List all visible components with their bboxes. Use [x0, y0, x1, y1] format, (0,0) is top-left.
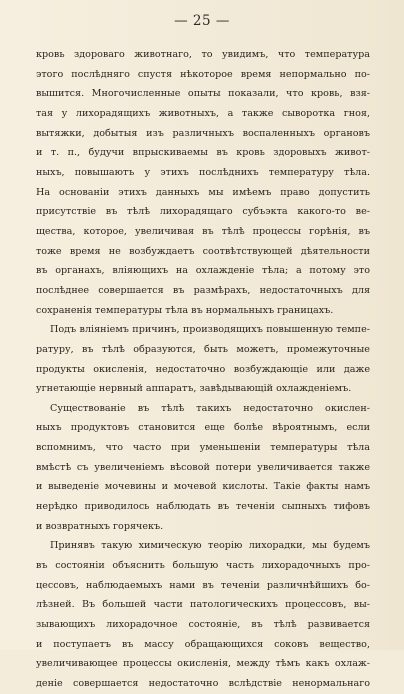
text-line: лѣзней. Въ большей части патологическихъ процессовъ, вы-	[36, 599, 370, 611]
text-line: увеличивающее процессы окисленія, между тѣмъ какъ охлаж-	[36, 658, 370, 670]
text-line: тоже время не возбуждаетъ соотвѣтствующей дѣятельности	[36, 245, 370, 257]
text-line: ратуру, въ тѣлѣ образуются, быть можетъ, промежуточные	[36, 343, 370, 355]
text-line: и поступаетъ въ массу обращающихся соковъ вещество,	[36, 638, 370, 650]
text-line: вмѣстѣ съ увеличеніемъ вѣсовой потери увеличивается также	[36, 461, 370, 473]
text-line: продукты окисленія, недостаточно возбуждающіе или даже	[36, 363, 370, 375]
text-line: вспомнимъ, что часто при уменьшеніи температуры тѣла	[36, 442, 370, 454]
text-line: Существованіе въ тѣлѣ такихъ недостаточно окислен-	[50, 402, 370, 414]
text-line: Подъ вліяніемъ причинъ, производящихъ повышенную темпе-	[50, 324, 370, 336]
text-line: и возвратныхъ горячекъ.	[36, 520, 164, 532]
body-text	[36, 45, 370, 694]
text-line: щества, которое, увеличивая въ тѣлѣ процессы горѣнія, въ	[36, 225, 370, 237]
text-line: вытяжки, добытыя изъ различныхъ воспаленныхъ органовъ	[36, 127, 370, 139]
text-line: ныхъ, повышаютъ у этихъ послѣднихъ температуру тѣла.	[36, 166, 370, 178]
text-line: Принявъ такую химическую теорію лихорадки, мы будемъ	[50, 540, 370, 552]
text-line: сохраненія температуры тѣла въ нормальныхъ границахъ.	[36, 304, 334, 316]
text-line: вышится. Многочисленные опыты показали, что кровь, взя-	[36, 88, 370, 100]
text-line: послѣднее совершается въ размѣрахъ, недостаточныхъ для	[36, 284, 370, 296]
text-line: тая у лихорадящихъ животныхъ, а также сыворотка гноя,	[36, 107, 370, 119]
text-line: въ состояніи объяснить большую часть лихорадочныхъ про-	[36, 560, 370, 572]
text-line: этого послѣдняго спустя нѣкоторое время непормально по-	[36, 68, 370, 80]
text-line: и т. п., будучи впрыскиваемы въ кровь здоровыхъ живот-	[36, 147, 370, 159]
text-line: нерѣдко приводилось наблюдать въ теченіи сыпныхъ тифовъ	[36, 501, 370, 513]
text-line: кровь здороваго животнаго, то увидимъ, что температура	[36, 49, 370, 60]
page-number: — 25 —	[174, 13, 230, 29]
text-line: угнетающіе нервный аппаратъ, завѣдывающій охлажденіемъ.	[36, 383, 352, 395]
text-line: и выведеніе мочевины и мочевой кислоты. Такіе факты намъ	[36, 481, 370, 493]
text-line: зывающихъ лихорадочное состояніе, въ тѣлѣ развивается	[36, 619, 370, 631]
text-line: цессовъ, наблюдаемыхъ нами въ теченіи различнѣйшихъ бо-	[36, 579, 370, 591]
text-line: ныхъ продуктовъ становится еще болѣе вѣроятнымъ, если	[36, 422, 370, 434]
text-line: На основаніи этихъ данныхъ мы имѣемъ право допустить	[36, 186, 370, 198]
text-line: деніе совершается недостаточно вслѣдствіе ненормальнаго	[36, 678, 370, 689]
text-line: въ органахъ, вліяющихъ на охлажденіе тѣла; а потому это	[36, 265, 370, 277]
text-line: присутствіе въ тѣлѣ лихорадящаго субъэкта какого-то ве-	[36, 206, 370, 218]
